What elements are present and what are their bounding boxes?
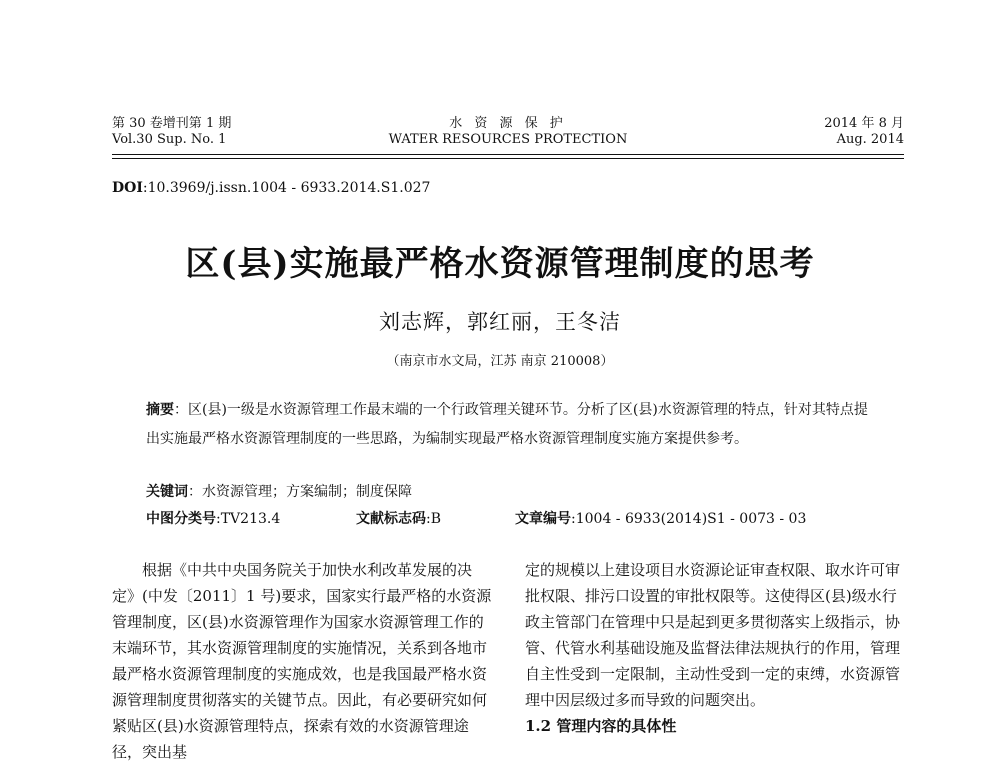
affiliation: （南京市水文局，江苏 南京 210008） [386, 354, 614, 369]
keywords-label: 关键词 [146, 484, 188, 500]
paper-title: 区(县)实施最严格水资源管理制度的思考 [185, 244, 815, 284]
section-heading: 1.2 管理内容的具体性 [525, 717, 677, 735]
article-number-label: 文章编号 [515, 511, 571, 527]
doi-line [112, 180, 430, 196]
clc-label: 中图分类号 [146, 511, 216, 527]
body-paragraph: 根据《中共中央国务院关于加快水利改革发展的决定》(中发〔2011〕1 号)要求，国家实行最严格的水资源管理制度，区(县)水资源管理作为国家水资源管理工作的末端环节，其水资源管理制度的实施情况，关系到各地市最严格水资源管理制度的实施成效，也是我国最严格水资源管理制度贯彻落实的关键节点。因此，有必要研究如何紧贴区(县)水资源管理特点，探索有效的水资源管理途径，突出基 [112, 561, 492, 761]
doi-value: :10.3969/j.issn.1004 - 6933.2014.S1.027 [142, 180, 431, 196]
article-number [515, 508, 806, 528]
body-column-right [525, 557, 905, 739]
body-paragraph: 定的规模以上建设项目水资源论证审查权限、取水许可审批权限、排污口设置的审批权限等。这使得区(县)级水行政主管部门在管理中只是起到更多贯彻落实上级指示，协管、代管水利基础设施及监督法律法规执行的作用，管理自主性受到一定限制，主动性受到一定的束缚，水资源管理中因层级过多而导致的问题突出。 [525, 561, 901, 709]
volume-issue-cn: 第 30 卷增刊第 1 期 [112, 116, 232, 131]
keywords-text: ：水资源管理；方案编制；制度保障 [188, 484, 412, 500]
doc-code-value: :B [426, 511, 442, 527]
doc-code-label: 文献标志码 [356, 511, 426, 527]
header-rule-thick [112, 154, 904, 155]
keywords [146, 481, 412, 501]
header-rule-thin [112, 158, 904, 159]
doi-label: DOI [112, 180, 143, 196]
article-number-value: :1004 - 6933(2014)S1 - 0073 - 03 [571, 511, 807, 527]
clc-value: :TV213.4 [216, 511, 281, 527]
abstract [146, 396, 876, 454]
date-cn: 2014 年 8 月 [824, 116, 904, 131]
journal-name-cn: 水 资 源 保 护 [449, 116, 567, 131]
abstract-label: 摘要 [146, 402, 174, 418]
volume-issue-en: Vol.30 Sup. No. 1 [112, 132, 227, 147]
journal-header [112, 112, 904, 152]
abstract-text: ：区(县)一级是水资源管理工作最末端的一个行政管理关键环节。分析了区(县)水资源管理的特点，针对其特点提出实施最严格水资源管理制度的一些思路，为编制实现最严格水资源管理制度实施方案提供参考。 [146, 402, 868, 447]
document-code [356, 508, 441, 528]
authors: 刘志辉，郭红丽，王冬洁 [379, 310, 621, 334]
journal-name-en: WATER RESOURCES PROTECTION [388, 132, 628, 147]
body-column-left [112, 557, 492, 765]
date-en: Aug. 2014 [836, 132, 904, 147]
clc-number [146, 508, 280, 528]
